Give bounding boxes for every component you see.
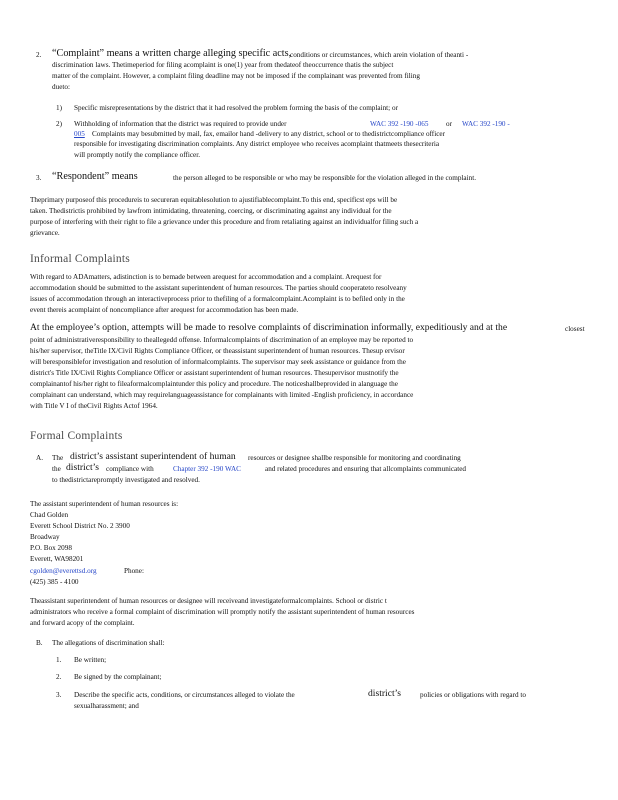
paragraph-line: grievance. — [30, 229, 60, 237]
paragraph-text: The — [52, 454, 64, 462]
definition-term: “Complaint” means a written charge alleging specific acts, — [52, 48, 292, 59]
paragraph-line: Theassistant superintendent of human resources or designee will receiveand investigateformalcomplaints. School or distric t — [30, 597, 387, 605]
contact-line: Chad Golden — [30, 511, 69, 519]
paragraph-line: complainant can understand, which may requirelanguageassistance for complainants with limited -English proficiency, in accordance — [30, 391, 414, 399]
list-number: 2) — [56, 120, 62, 128]
wac-link[interactable]: 005 — [74, 130, 85, 138]
paragraph-line: point of administrativeresponsibility to theallegedd offense. Informalcomplaints of discrimination of an employee may be reported to — [30, 336, 414, 344]
list-item-text: Be written; — [74, 656, 107, 664]
definition-term: “Respondent” means — [52, 171, 138, 182]
section-number: 2. — [36, 51, 42, 59]
paragraph-line: administrators who receive a formal complaint of discrimination will promptly notify the assistant superintendent of human resources — [30, 608, 415, 616]
list-item-text: Describe the specific acts, conditions, or circumstances alleged to violate the — [74, 691, 295, 699]
list-item-text: Complaints may besubmitted by mail, fax, emailor hand -delivery to any district, school or to thedistrictcompliance officer — [92, 130, 445, 138]
paragraph-text: to thedistrictarepromptly investigated and resolved. — [52, 476, 200, 484]
list-letter: A. — [36, 454, 43, 462]
paragraph-line: Theprimary purposeof this procedureis to secureran equitablesolution to ajustifiablecomplaint.To this end, specificst eps will be — [30, 196, 398, 204]
paragraph-line: conditions or circumstances, which arein violation of theanti - — [290, 51, 469, 59]
wac-link[interactable]: WAC 392 -190 -065 — [370, 120, 429, 128]
paragraph-line: discrimination laws. Thetimeperiod for filing acomplaint is one(1) year from thedateof theoccurrence thatis the subject — [52, 61, 394, 69]
paragraph-line: with Title V I of theCivil Rights Actof 1964. — [30, 402, 158, 410]
paragraph-line: matter of the complaint. However, a complaint filing deadline may not be imposed if the complainant was prevented from filing — [52, 72, 420, 80]
paragraph-line: event thereis acomplaint of noncompliance after arequest for accommodation has been made. — [30, 306, 299, 314]
section-heading: Informal Complaints — [30, 253, 130, 265]
emphasis-text: district’s — [66, 462, 100, 473]
list-number: 1) — [56, 104, 62, 112]
paragraph-line: dueto: — [52, 83, 70, 91]
paragraph-line: closest — [565, 325, 585, 333]
section-number: 3. — [36, 174, 42, 182]
list-item-text: sexualharassment; and — [74, 702, 139, 710]
list-item-text: responsible for investigating discrimination complaints. Any district employee who receives acomplaint thatmeets thesecriteria — [74, 140, 440, 148]
emphasis-line: At the employee’s option, attempts will be made to resolve complaints of discrimination informally, expeditiously and at the — [30, 322, 508, 333]
emphasis-text: district’s — [368, 688, 402, 699]
list-item-text: will promptly notify the compliance officer. — [74, 151, 201, 159]
paragraph-line: taken. Thedistrictis prohibited by lawfrom intimidating, threatening, coercing, or discriminating against any individual for the — [30, 207, 392, 215]
paragraph-line: will beresponsiblefor investigation and resolution of informalcomplaints. The supervisor may seek assistance or guidance from the — [30, 358, 406, 366]
list-item-text: Specific misrepresentations by the district that it had resolved the problem forming the basis of the complaint; or — [74, 104, 398, 112]
paragraph-text: resources or designee shallbe responsible for monitoring and coordinating — [248, 454, 461, 462]
section-heading: Formal Complaints — [30, 430, 123, 442]
email-link[interactable]: cgolden@everettsd.org — [30, 567, 97, 575]
list-number: 1. — [56, 656, 62, 664]
contact-line: Everett, WA98201 — [30, 555, 84, 563]
list-item-text: Be signed by the complainant; — [74, 673, 162, 681]
paragraph-text: The allegations of discrimination shall: — [52, 639, 165, 647]
list-item-text: Withholding of information that the district was required to provide under — [74, 120, 287, 128]
phone-number: (425) 385 - 4100 — [30, 578, 79, 586]
paragraph-text: compliance with — [106, 465, 154, 473]
wac-chapter-link[interactable]: Chapter 392 -190 WAC — [173, 465, 241, 473]
paragraph-line: accommodation should be submitted to the assistant superintendent of human resources. The parties should cooperateto resolveany — [30, 284, 407, 292]
paragraph-text: The assistant superintendent of human resources is: — [30, 500, 179, 508]
contact-line: P.O. Box 2098 — [30, 544, 72, 552]
list-letter: B. — [36, 639, 43, 647]
list-item-text: policies or obligations with regard to — [420, 691, 526, 699]
list-item-text: or — [446, 120, 452, 128]
emphasis-text: district’s assistant superintendent of human — [70, 451, 236, 462]
paragraph-text: and related procedures and ensuring that allcomplaints communicated — [265, 465, 466, 473]
paragraph-line: district's Title IX/Civil Rights Compliance Officer or assistant superintendent of human resources. Thesupervisor mustnotify the — [30, 369, 399, 377]
contact-line: Broadway — [30, 533, 60, 541]
list-number: 2. — [56, 673, 62, 681]
paragraph-line: purpose of interfering with their right to file a grievance under this procedure and from retaliating against an individualfor filing such a — [30, 218, 419, 226]
paragraph-line: issues of accommodation through an interactiveprocess prior to thefiling of a formalcomplaint.Acomplaint is to befiled only in the — [30, 295, 405, 303]
contact-line: Everett School District No. 2 3900 — [30, 522, 130, 530]
paragraph-line: With regard to ADAmatters, adistinction is to bemade between arequest for accommodation and a complaint. Arequest for — [30, 273, 382, 281]
list-number: 3. — [56, 691, 62, 699]
paragraph-line: his/her supervisor, theTitle IX/Civil Rights Compliance Officer, or theassistant superintendent of human resources. Thesup ervisor — [30, 347, 405, 355]
phone-label: Phone: — [124, 567, 144, 575]
paragraph-text: the — [52, 465, 61, 473]
wac-link[interactable]: WAC 392 -190 - — [462, 120, 510, 128]
paragraph-line: the person alleged to be responsible or who may be responsible for the violation alleged in the complaint. — [173, 174, 476, 182]
paragraph-line: complainantof his/her right to fileaformalcomplaintunder this policy and procedure. The noticeshallbeprovided in alanguage the — [30, 380, 398, 388]
paragraph-line: and forward acopy of the complaint. — [30, 619, 135, 627]
